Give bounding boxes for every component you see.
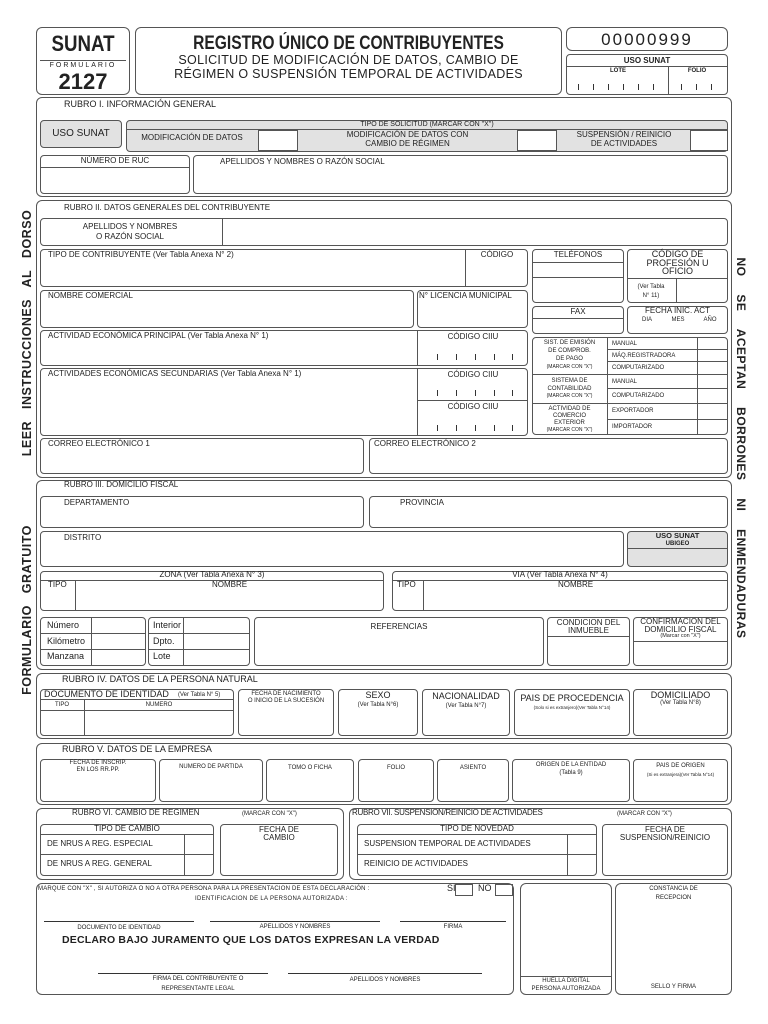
- distrito-field[interactable]: [40, 531, 624, 567]
- sist-emision-label: SIST. DE EMISIÓN: [543, 340, 596, 346]
- pais-procedencia-label: PAIS DE PROCEDENCIA: [520, 693, 624, 703]
- exportador-option: EXPORTADOR: [612, 408, 654, 414]
- confirmacion-marcar: (Marcar con "X"): [660, 633, 701, 639]
- contabilidad-manual-option: MANUAL: [612, 379, 638, 385]
- suspension-temporal-option: SUSPENSION TEMPORAL DE ACTIVIDADES: [364, 839, 531, 848]
- emision-manual-option: MANUAL: [612, 341, 638, 347]
- serial-number: 00000999: [601, 30, 693, 49]
- sist-emision-marcar: (MARCAR CON "X"): [546, 364, 593, 370]
- codigo-profesion-label-3: OFICIO: [662, 266, 693, 276]
- no-label: NO: [478, 883, 492, 893]
- ver-tabla-11-b: N° 11): [642, 293, 660, 299]
- comercio-exterior-label-2: COMERCIO: [553, 413, 586, 419]
- lote-label: Lote: [153, 651, 171, 661]
- codigo-profesion-label-2: PROFESIÓN U: [646, 258, 709, 268]
- si-label: SI: [447, 883, 456, 893]
- referencias-label: REFERENCIAS: [370, 622, 428, 631]
- telefonos-label: TELÉFONOS: [553, 250, 603, 259]
- asiento-label: ASIENTO: [459, 765, 487, 771]
- sunat-logo: SUNAT: [51, 31, 115, 56]
- departamento-label: DEPARTAMENTO: [64, 498, 130, 507]
- nacionalidad-label: NACIONALIDAD: [432, 691, 500, 701]
- comercio-exterior-label: ACTIVIDAD DE: [548, 406, 591, 412]
- provincia-label: PROVINCIA: [400, 498, 445, 507]
- rubro-2-title: RUBRO II. DATOS GENERALES DEL CONTRIBUYENTE: [64, 203, 271, 212]
- form-number: 2127: [58, 69, 108, 94]
- domiciliado-label: DOMICILIADO: [650, 690, 711, 700]
- documento-ver-tabla: (Ver Tabla N° 5): [178, 692, 221, 698]
- tipo-contribuyente-label: TIPO DE CONTRIBUYENTE (Ver Tabla Anexa N° 2): [48, 250, 234, 259]
- apellidos-label: APELLIDOS Y NOMBRES: [82, 222, 178, 231]
- emision-computarizado-option: COMPUTARIZADO: [612, 365, 665, 371]
- fecha-cambio-label-2: CAMBIO: [263, 833, 295, 842]
- tipo-solicitud-label: TIPO DE SOLICITUD (MARCAR CON "X"): [360, 121, 494, 128]
- condicion-inmueble-label-2: INMUEBLE: [568, 626, 609, 635]
- licencia-municipal-label: N° LICENCIA MUNICIPAL: [419, 291, 512, 300]
- origen-entidad-label-2: (Tabla 9): [559, 770, 583, 776]
- huella-caption: HUELLA DIGITAL: [542, 978, 590, 984]
- ver-tabla-11: (Ver Tabla: [637, 284, 665, 290]
- rubro-4-title: RUBRO IV. DATOS DE LA PERSONA NATURAL: [62, 674, 258, 684]
- sist-emision-label-3: DE PAGO: [556, 356, 583, 362]
- tipo-cambio-label: TIPO DE CAMBIO: [94, 824, 160, 833]
- huella-caption-2: PERSONA AUTORIZADA: [531, 986, 601, 992]
- distrito-label: DISTRITO: [64, 533, 102, 542]
- contabilidad-computarizado-option: COMPUTARIZADO: [612, 393, 665, 399]
- fecha-inicio-ano: AÑO: [703, 317, 717, 323]
- sist-contabilidad-marcar: (MARCAR CON "X"): [546, 393, 593, 399]
- codigo-ciiu-label-2: CÓDIGO CIIU: [447, 370, 499, 379]
- razon-social-label: APELLIDOS Y NOMBRES O RAZÓN SOCIAL: [220, 157, 385, 166]
- confirmacion-domicilio-label-2: DOMICILIO FISCAL: [644, 625, 717, 634]
- fecha-cambio-label: FECHA DE: [258, 825, 299, 834]
- sello-firma-caption: SELLO Y FIRMA: [650, 984, 697, 990]
- si-checkbox[interactable]: [455, 884, 473, 896]
- rubro-1-title: RUBRO I. INFORMACIÓN GENERAL: [64, 99, 217, 109]
- fecha-nacimiento-label-2: O INICIO DE LA SUCESIÓN: [247, 698, 325, 704]
- documento-identidad-label: DOCUMENTO DE IDENTIDAD: [44, 689, 169, 699]
- checkbox-cambio-regimen[interactable]: [517, 130, 557, 151]
- ubigeo-label: UBIGEO: [665, 541, 690, 547]
- zona-tipo-label: TIPO: [48, 580, 67, 589]
- codigo-ciiu-label-1: CÓDIGO CIIU: [447, 332, 499, 341]
- rubro-7-title: RUBRO VII. SUSPENSION/REINICIO DE ACTIVIDADES: [352, 808, 543, 817]
- autoriza-text: MARQUE CON "X" , SI AUTORIZA O NO A OTRA PERSONA PARA LA PRESENTACION DE ESTA DECLARACIÓN :: [38, 886, 370, 892]
- reinicio-actividades-option: REINICIO DE ACTIVIDADES: [364, 859, 469, 868]
- origen-entidad-label: ORIGEN DE LA ENTIDAD: [535, 762, 607, 768]
- manzana-label: Manzana: [47, 651, 85, 661]
- fecha-suspension-label: FECHA DE: [644, 825, 685, 834]
- confirmacion-domicilio-label: CONFIRMACION DEL: [640, 617, 721, 626]
- documento-tipo-label: TIPO: [54, 702, 69, 708]
- fecha-inscripcion-label: FECHA DE INSCRIP.: [69, 760, 127, 766]
- constancia-caption: CONSTANCIA DE: [649, 886, 698, 892]
- apellidos-contribuyente-caption: APELLIDOS Y NOMBRES: [349, 977, 421, 983]
- actividades-secundarias-label: ACTIVIDADES ECONÓMICAS SECUNDARIAS (Ver Tabla Anexa N° 1): [48, 369, 302, 378]
- dpto-label: Dpto.: [153, 636, 175, 646]
- fecha-inicio-dia: DIA: [641, 317, 652, 323]
- kilometro-label: Kilómetro: [47, 636, 86, 646]
- emision-maq-registradora-option: MÁQ.REGISTRADORA: [612, 353, 676, 359]
- ubigeo-uso-sunat: USO SUNAT: [655, 531, 700, 540]
- domiciliado-ver-tabla: (Ver Tabla N°8): [660, 700, 701, 706]
- uso-sunat-header: USO SUNAT: [623, 56, 671, 65]
- nacionalidad-ver-tabla: (Ver Tabla N°7): [445, 703, 487, 709]
- actividad-principal-label: ACTIVIDAD ECONÓMICA PRINCIPAL (Ver Tabla Anexa N° 1): [48, 331, 269, 340]
- sexo-label: SEXO: [365, 690, 391, 700]
- zona-label: ZONA (Ver Tabla Anexa N° 3): [159, 570, 265, 579]
- pais-origen-note: (Si es extranjera)(Ver Tabla N°14): [646, 772, 715, 777]
- option-modificacion: MODIFICACIÓN DE DATOS: [141, 133, 243, 142]
- tomo-ficha-label: TOMO O FICHA: [288, 765, 332, 771]
- form-title: REGISTRO ÚNICO DE CONTRIBUYENTES: [193, 33, 504, 54]
- pais-procedencia-note: (Solo si es extranjero)(Ver Tabla N°14): [533, 705, 611, 710]
- fax-label: FAX: [570, 307, 586, 316]
- numero-label: Número: [47, 620, 80, 630]
- fecha-nacimiento-label: FECHA DE NACIMIENTO: [251, 691, 321, 697]
- rubro-6-marcar: (MARCAR CON "X"): [242, 811, 297, 817]
- uso-sunat-label: USO SUNAT: [52, 128, 110, 139]
- form-subtitle-2: RÉGIMEN O SUSPENSIÓN TEMPORAL DE ACTIVIDADES: [174, 67, 523, 81]
- folio-label: FOLIO: [687, 68, 707, 74]
- no-checkbox[interactable]: [495, 884, 513, 896]
- condicion-inmueble-label: CONDICION DEL: [556, 618, 621, 627]
- codigo-profesion-label: CÓDIGO DE: [651, 249, 704, 259]
- side-text-instructions: LEER INSTRUCCIONES AL DORSO: [20, 209, 34, 457]
- correo-1-label: CORREO ELECTRÓNICO 1: [48, 439, 150, 448]
- checkbox-suspension[interactable]: [690, 130, 728, 151]
- rubro-3-title: RUBRO III. DOMICILIO FISCAL: [64, 480, 179, 489]
- regimen-especial-option: DE NRUS A REG. ESPECIAL: [47, 839, 153, 848]
- regimen-general-option: DE NRUS A REG. GENERAL: [47, 859, 152, 868]
- rubro-6-title: RUBRO VI. CAMBIO DE REGIMEN: [72, 808, 200, 817]
- firma-contribuyente-caption-2: REPRESENTANTE LEGAL: [161, 986, 235, 992]
- declaro-text: DECLARO BAJO JURAMENTO QUE LOS DATOS EXPRESAN LA VERDAD: [62, 934, 440, 946]
- fecha-inicio-label: FECHA INIC. ACT: [645, 306, 710, 315]
- sist-emision-label-2: DE COMPROB.: [548, 348, 591, 354]
- importador-option: IMPORTADOR: [612, 424, 653, 430]
- comercio-exterior-marcar: (MARCAR CON "X"): [546, 427, 593, 433]
- comercio-exterior-label-3: EXTERIOR: [554, 420, 585, 426]
- folio-label-r5: FOLIO: [386, 765, 405, 771]
- lote-label: LOTE: [610, 68, 626, 74]
- fecha-suspension-label-2: SUSPENSION/REINICIO: [619, 833, 711, 842]
- option-cambio-regimen: MODIFICACIÓN DE DATOS CON: [346, 130, 469, 139]
- pais-origen-label: PAIS DE ORIGEN: [656, 763, 705, 769]
- interior-label: Interior: [153, 620, 182, 630]
- nombre-comercial-label: NOMBRE COMERCIAL: [48, 291, 133, 300]
- doc-identidad-caption: DOCUMENTO DE IDENTIDAD: [77, 925, 161, 931]
- identificacion-text: IDENTIFICACION DE LA PERSONA AUTORIZADA :: [195, 896, 348, 902]
- sexo-ver-tabla: (Ver Tabla N°6): [357, 702, 399, 708]
- firma-contribuyente-caption: FIRMA DEL CONTRIBUYENTE O: [152, 976, 244, 982]
- sist-contabilidad-label: SISTEMA DE: [551, 378, 588, 384]
- fecha-inicio-mes: MES: [671, 317, 685, 323]
- side-text-gratuito: FORMULARIO GRATUITO: [20, 525, 34, 695]
- via-label: VIA (Ver Tabla Anexa N° 4): [512, 570, 608, 579]
- fecha-inscripcion-label-2: EN LOS RR.PP.: [76, 767, 120, 773]
- rubro-7-marcar: (MARCAR CON "X"): [617, 811, 672, 817]
- codigo-ciiu-label-3: CÓDIGO CIIU: [447, 402, 499, 411]
- sist-contabilidad-label-2: CONTABILIDAD: [547, 386, 592, 392]
- via-nombre-label: NOMBRE: [557, 580, 594, 589]
- via-tipo-label: TIPO: [397, 580, 416, 589]
- apellidos-caption: APELLIDOS Y NOMBRES: [259, 924, 331, 930]
- option-cambio-regimen-2: CAMBIO DE RÉGIMEN: [365, 139, 450, 148]
- numero-partida-label: NUMERO DE PARTIDA: [179, 764, 243, 770]
- rubro-5-title: RUBRO V. DATOS DE LA EMPRESA: [62, 744, 212, 754]
- option-suspension: SUSPENSIÓN / REINICIO: [576, 130, 672, 139]
- ruc-label: NÚMERO DE RUC: [80, 156, 150, 165]
- documento-numero-label: NUMERO: [145, 702, 173, 708]
- option-suspension-2: DE ACTIVIDADES: [590, 139, 658, 148]
- codigo-label: CÓDIGO: [480, 250, 514, 259]
- zona-nombre-label: NOMBRE: [211, 580, 248, 589]
- checkbox-modificacion[interactable]: [258, 130, 298, 151]
- side-text-borrones: NO SE ACEPTAN BORRONES NI ENMENDADURAS: [734, 257, 748, 639]
- tipo-novedad-label: TIPO DE NOVEDAD: [440, 824, 514, 833]
- firma-caption: FIRMA: [443, 924, 463, 930]
- constancia-caption-2: RECEPCION: [655, 895, 692, 901]
- formulario-label: FORMULARIO: [49, 62, 117, 69]
- form-subtitle-1: SOLICITUD DE MODIFICACIÓN DE DATOS, CAMBIO DE: [178, 53, 519, 67]
- correo-2-label: CORREO ELECTRÓNICO 2: [374, 439, 476, 448]
- apellidos-label-2: O RAZÓN SOCIAL: [95, 232, 164, 241]
